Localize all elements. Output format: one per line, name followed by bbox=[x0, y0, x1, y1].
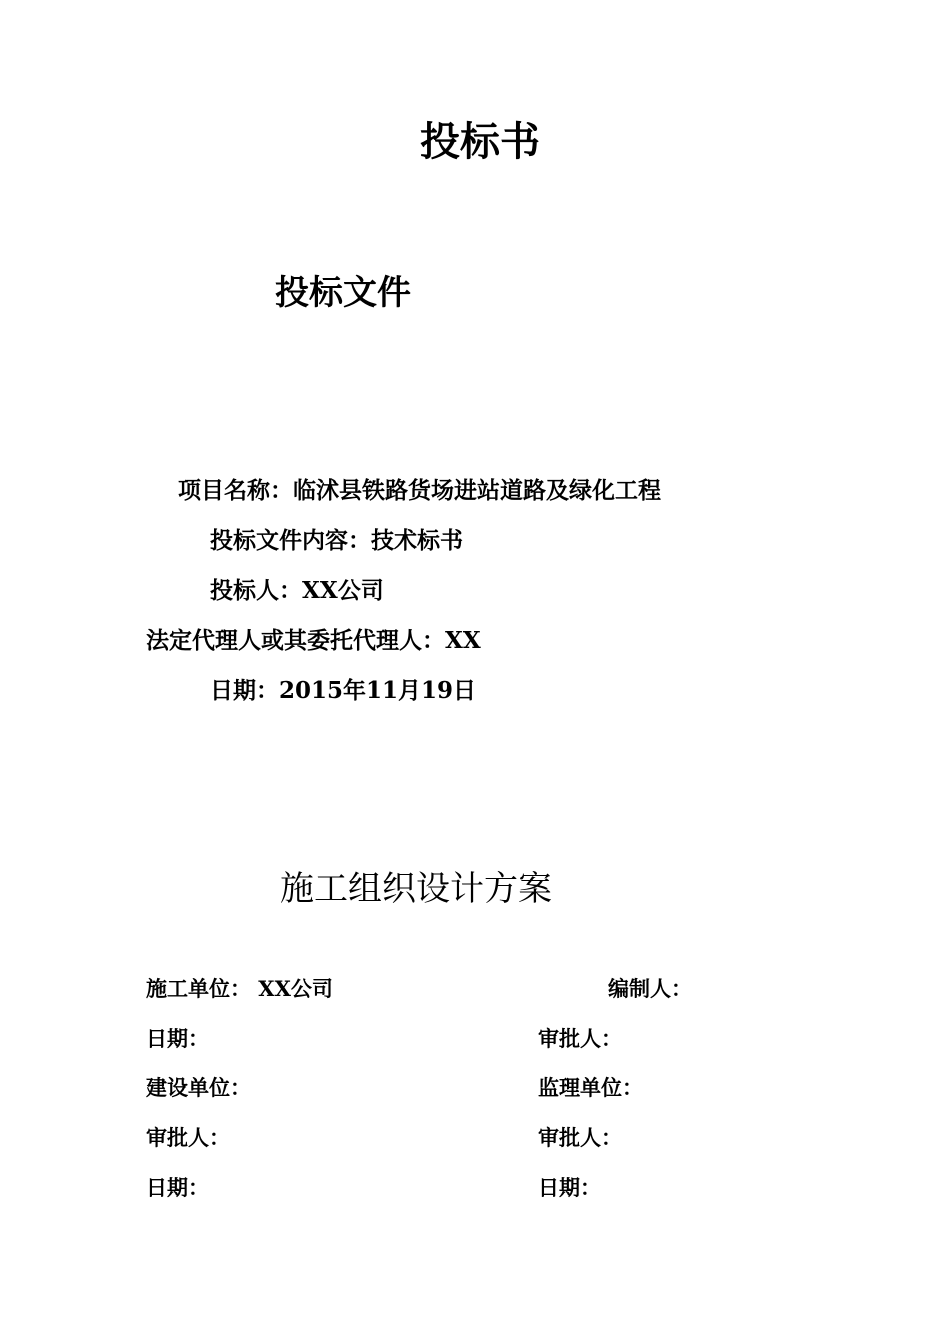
date-field-left-2: 日期： bbox=[146, 1175, 209, 1200]
bid-date-line: 日期：2015年11月19日 bbox=[210, 677, 477, 704]
construction-plan-title: 施工组织设计方案 bbox=[280, 869, 552, 909]
construction-unit-field: 施工单位： XX公司 bbox=[146, 976, 333, 1001]
date-field-left: 日期： bbox=[146, 1026, 209, 1051]
document-subtitle: 投标文件 bbox=[275, 273, 411, 313]
compiler-field: 编制人： bbox=[608, 976, 692, 1001]
bidder-line: 投标人：XX公司 bbox=[210, 577, 384, 604]
approver-field-right: 审批人： bbox=[538, 1026, 622, 1051]
builder-unit-field: 建设单位： bbox=[146, 1075, 251, 1100]
date-field-right-2: 日期： bbox=[538, 1175, 601, 1200]
document-title: 投标书 bbox=[420, 119, 540, 165]
project-name-line: 项目名称：临沭县铁路货场进站道路及绿化工程 bbox=[178, 477, 661, 504]
approver-field-right-2: 审批人： bbox=[538, 1125, 622, 1150]
legal-agent-line: 法定代理人或其委托代理人：XX bbox=[146, 627, 481, 654]
bid-content-line: 投标文件内容：技术标书 bbox=[210, 527, 463, 554]
supervision-unit-field: 监理单位： bbox=[538, 1075, 643, 1100]
approver-field-left: 审批人： bbox=[146, 1125, 230, 1150]
